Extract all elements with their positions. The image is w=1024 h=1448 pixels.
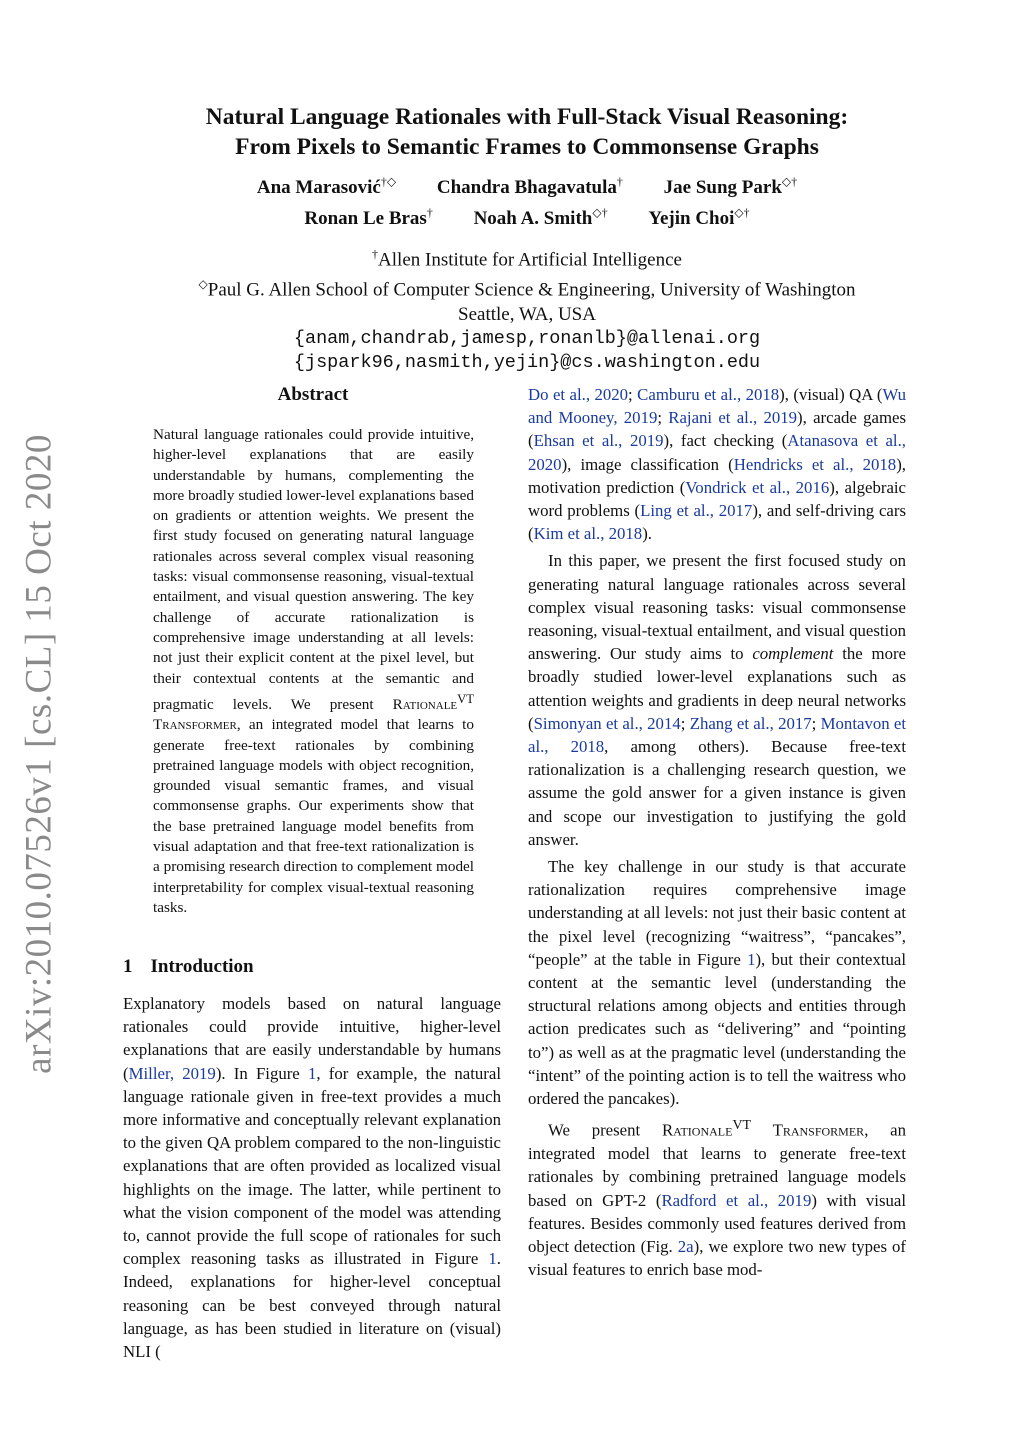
email-allenai: {anam,chandrab,jamesp,ronanlb}@allenai.org: [293, 327, 761, 349]
citation-link[interactable]: Wu and Mooney, 2019: [528, 385, 907, 428]
affiliation-2: ◇Paul G. Allen School of Computer Science & Engineering, University of Washington: [198, 277, 856, 301]
section-heading-introduction: 1 Introduction: [123, 956, 254, 977]
citation-link[interactable]: Zhang et al., 2017: [689, 713, 812, 733]
citation-link[interactable]: Miller, 2019: [128, 1063, 216, 1083]
right-column-text: [528, 383, 906, 1281]
author-2: Chandra Bhagavatula†: [436, 175, 623, 199]
left-column-text: [123, 992, 501, 1363]
citation-link[interactable]: Ehsan et al., 2019: [533, 431, 664, 451]
gpt2-name: GPT-2: [602, 1190, 647, 1210]
figure-link[interactable]: 1: [488, 1249, 497, 1269]
intro-paragraph-1: Explanatory models based on natural language rationales could provide intuitive, higher-level explanations that are easily understandable by humans (Miller, 2019). In Figure 1, for example, the natural language rationale given in free-text provides a much more informative and conceptually relevant explanation to the given QA problem compared to the non-linguistic explanations that are often provided as localized visual highlights on the image. The latter, while pertinent to what the vision component of the model was attending to, cannot provide the full scope of rationales for such complex reasoning tasks as illustrated in Figure 1. Indeed, explanations for higher-level conceptual reasoning can be best conveyed through natural language, as has been studied in literature on (visual) NLI (: [123, 994, 501, 1362]
citation-link[interactable]: Do et al., 2020: [528, 385, 629, 404]
figure-link[interactable]: 1: [747, 949, 756, 969]
abstract-body: [153, 425, 474, 918]
intro-paragraph-2: In this paper, we present the first focused study on generating natural language rationales across several complex visual reasoning tasks: visual commonsense reasoning, visual-textual entailment, and visual question answering. Our study aims to complement the more broadly studied lower-level explanations such as attention weights and gradients in deep neural networks (Simonyan et al., 2014; Zhang et al., 2017; Montavon et al., 2018, among others). Because free-text rationalization is a challenging research question, we assume the gold answer for a given instance is given and scope our investigation to justifying the gold answer.: [528, 551, 907, 849]
author-3: Jae Sung Park◇†: [663, 175, 798, 199]
author-row-1: [90, 170, 964, 200]
title-line-2: From Pixels to Semantic Frames to Commonsense Graphs: [235, 134, 819, 160]
arxiv-side-stamp: [14, 434, 64, 1074]
intro-paragraph-3: The key challenge in our study is that accurate rationalization requires comprehensive image understanding at all levels: not just their basic content at the pixel level (recognizing “waitress”, “pancakes”, “people” at the table in Figure 1), but their contextual content at the semantic level (understanding the structural relations among objects and entities through action predicates such as “delivering” and “pointing to”) as well as at the pragmatic level (understanding the “intent” of the pointing action is to tell the waitress who ordered the pancakes).: [528, 857, 906, 1109]
intro-paragraph-4: We present Rationale$^{VT}$ Transformer, an integrated model that learns to generate free-text rationales by combining pretrained language models based on GPT-2 (Radford et al., 2019) with visual features. Besides commonly used features derived from object detection (Fig. 2a), we explore two new types of visual features to enrich base mod-: [528, 1118, 907, 1280]
citation-link[interactable]: Radford et al., 2019: [661, 1190, 812, 1210]
citation-link[interactable]: Hendricks et al., 2018: [733, 454, 897, 474]
arxiv-identifier: arXiv:2010.07526v1 [cs.CL] 15 Oct 2020: [18, 434, 60, 1074]
paper-title: [90, 102, 964, 162]
citation-link[interactable]: Atanasova et al., 2020: [528, 431, 906, 474]
citation-link[interactable]: Kim et al., 2018: [533, 524, 643, 544]
citation-link[interactable]: Ling et al., 2017: [640, 501, 753, 521]
affiliation-1: †Allen Institute for Artificial Intelligence: [372, 247, 682, 271]
intro-paragraph-1-cont: Do et al., 2020; Camburu et al., 2018), (visual) QA (Wu and Mooney, 2019; Rajani et al., 2019), arcade games (Ehsan et al., 2019), fact checking (Atanasova et al., 2020), image classification (Hendricks et al., 2018), motivation prediction (Vondrick et al., 2016), algebraic word problems (Ling et al., 2017), and self-driving cars (Kim et al., 2018).: [528, 385, 907, 544]
affiliation-location: Seattle, WA, USA: [458, 303, 596, 325]
citation-link[interactable]: Simonyan et al., 2014: [533, 713, 681, 733]
title-line-1: Natural Language Rationales with Full-Stack Visual Reasoning:: [205, 104, 849, 130]
email-uw: {jspark96,nasmith,yejin}@cs.washington.edu: [293, 351, 761, 373]
author-4: Ronan Le Bras†: [304, 205, 433, 229]
model-name: Rationale: [392, 695, 458, 713]
abstract-paragraph: Natural language rationales could provide intuitive, higher-level explanations that are easily understandable by humans, complementing the more broadly studied lower-level explanations based on gradients or attention weights. We present the first study focused on generating natural language rationales across several complex visual reasoning tasks: visual commonsense reasoning, visual-textual entailment, and visual question answering. The key challenge of accurate rationalization is comprehensive image understanding at all levels: not just their explicit content at the pixel level, but their contextual contents at the semantic and pragmatic levels. We present Rationale$^{VT}$ Transformer, an integrated model that learns to generate free-text rationales by combining pretrained language models with object recognition, grounded visual semantic frames, and visual commonsense graphs. Our experiments show that the base pretrained language model benefits from visual adaptation and that free-text rationalization is a promising research direction to complement model interpretability for complex visual-textual reasoning tasks.: [153, 426, 475, 916]
model-name-suffix: Transformer: [751, 1120, 865, 1140]
citation-link[interactable]: Montavon et al., 2018: [528, 713, 907, 757]
author-1: Ana Marasović†◇: [256, 175, 397, 199]
model-name: Rationale: [661, 1120, 733, 1140]
model-name-suffix: Transformer: [153, 716, 237, 734]
citation-link[interactable]: Camburu et al., 2018: [637, 385, 780, 404]
author-list: [90, 170, 964, 231]
affiliations: [90, 242, 964, 375]
author-row-2: [90, 200, 964, 230]
figure-link[interactable]: 2a: [677, 1236, 694, 1256]
author-6: Yejin Choi◇†: [648, 205, 750, 229]
figure-link[interactable]: 1: [307, 1063, 317, 1083]
author-5: Noah A. Smith◇†: [473, 205, 608, 229]
abstract-heading: Abstract: [277, 384, 349, 405]
citation-link[interactable]: Rajani et al., 2019: [668, 408, 798, 428]
citation-link[interactable]: Vondrick et al., 2016: [685, 477, 830, 497]
